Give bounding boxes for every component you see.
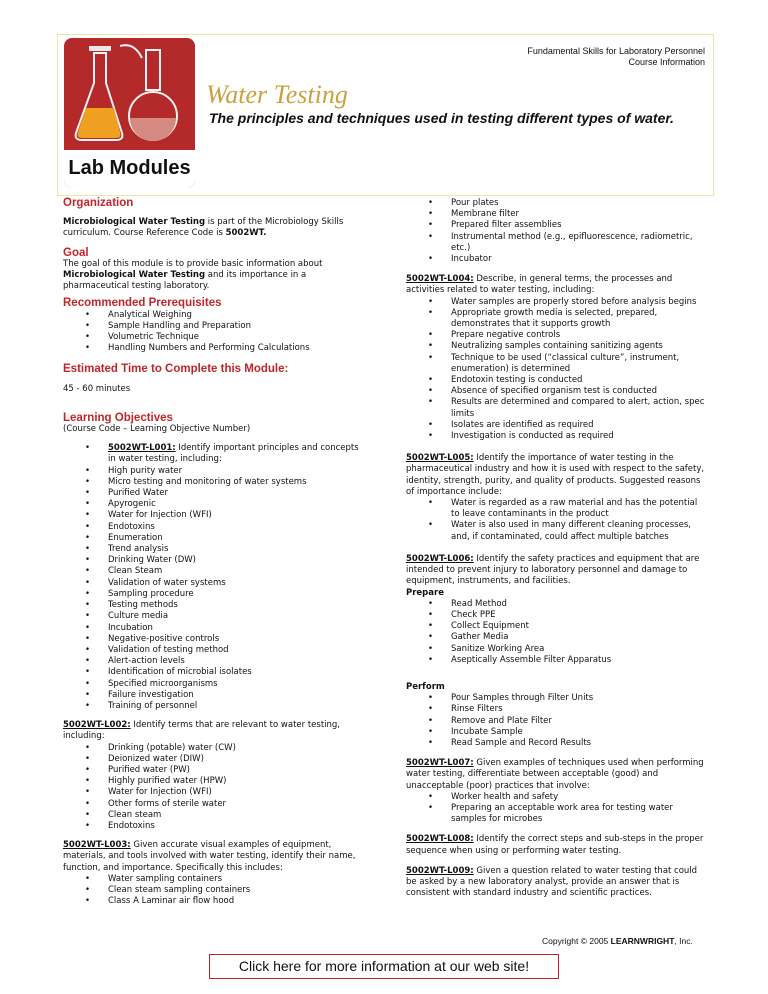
lo8-text: 5002WT-L008: Identify the correct steps and sub-steps in the proper sequence when using or performing water testing. xyxy=(406,834,704,856)
list-item: • Incubate Sample xyxy=(406,727,706,738)
page-title: Water Testing xyxy=(206,80,348,109)
lo5-list xyxy=(406,498,706,543)
list-item: • Water samples are properly stored before analysis begins xyxy=(406,297,706,308)
list-item: • Appropriate growth media is selected, prepared, demonstrates that it supports growth xyxy=(406,308,706,330)
list-item: • Absence of specified organism test is conducted xyxy=(406,386,706,397)
organization-heading: Organization xyxy=(63,197,134,209)
list-item: • 5002WT-L001: Identify important principles and concepts in water testing, including: xyxy=(63,443,363,465)
goal-text: The goal of this module is to provide basic information about Microbiological Water Testing and its importance in a pharmaceutical testing laboratory. xyxy=(63,258,323,292)
list-item: • Rinse Filters xyxy=(406,704,706,715)
list-item: • Highly purified water (HPW) xyxy=(63,776,363,787)
list-item: • Sampling procedure xyxy=(63,589,363,600)
list-item: • Sanitize Working Area xyxy=(406,644,706,655)
list-item: • Failure investigation xyxy=(63,690,363,701)
prereq-list xyxy=(63,310,363,355)
list-item: • Collect Equipment xyxy=(406,621,706,632)
list-item: • Incubation xyxy=(63,623,363,634)
lo-heading: Learning Objectives xyxy=(63,411,173,424)
course-line-2: Course Information xyxy=(628,57,705,67)
list-item: • Neutralizing samples containing sanitizing agents xyxy=(406,341,706,352)
perform-heading: Perform xyxy=(406,681,445,692)
list-item: • Class A Laminar air flow hood xyxy=(63,896,363,907)
prepare-list xyxy=(406,599,706,666)
page-subtitle: The principles and techniques used in testing different types of water. xyxy=(209,110,674,126)
lo3-continued-list xyxy=(406,198,706,265)
list-item: • Pour Samples through Filter Units xyxy=(406,693,706,704)
list-item: • Validation of testing method xyxy=(63,645,363,656)
list-item: • Trend analysis xyxy=(63,544,363,555)
list-item: • Drinking Water (DW) xyxy=(63,555,363,566)
list-item: • Check PPE xyxy=(406,610,706,621)
list-item: • Handling Numbers and Performing Calculations xyxy=(63,343,363,354)
list-item: • Incubator xyxy=(406,254,706,265)
right-column xyxy=(406,198,706,899)
list-item: • Purified water (PW) xyxy=(63,765,363,776)
lo4-list xyxy=(406,297,706,443)
list-item: • Water is also used in many different cleaning processes, and, if contaminated, could affect multiple batches xyxy=(406,520,706,542)
list-item: • Clean Steam xyxy=(63,566,363,577)
list-item: • Sample Handling and Preparation xyxy=(63,321,363,332)
list-item: • Volumetric Technique xyxy=(63,332,363,343)
list-item: • Prepare negative controls xyxy=(406,330,706,341)
list-item: • Training of personnel xyxy=(63,701,363,712)
list-item: • Clean steam xyxy=(63,810,363,821)
lo3-text: 5002WT-L003: Given accurate visual examples of equipment, materials, and tools involved with water testing, identify their name, function, and importance. Specifically this includes: xyxy=(63,840,356,873)
lo3-list xyxy=(63,874,363,908)
list-item: • Aseptically Assemble Filter Apparatus xyxy=(406,655,706,666)
lo9-text: 5002WT-L009: Given a question related to water testing that could be asked by a new laboratory analyst, provide an answer that is consistent with standard industry and scientific practices. xyxy=(406,865,698,899)
list-item: • Water sampling containers xyxy=(63,874,363,885)
list-item: • Endotoxin testing is conducted xyxy=(406,375,706,386)
course-line-1: Fundamental Skills for Laboratory Personnel xyxy=(527,46,705,56)
goal-heading: Goal xyxy=(63,246,89,259)
list-item: • Water for Injection (WFI) xyxy=(63,510,363,521)
logo-text: Lab Modules xyxy=(64,150,195,188)
list-item: • Deionized water (DIW) xyxy=(63,754,363,765)
lo7-list xyxy=(406,792,706,826)
list-item: • Isolates are identified as required xyxy=(406,420,706,431)
list-item: • Instrumental method (e.g., epifluorescence, radiometric, etc.) xyxy=(406,232,706,254)
list-item: • Remove and Plate Filter xyxy=(406,716,706,727)
lo7-text: 5002WT-L007: Given examples of techniques used when performing water testing, differentiate between acceptable (good) and unacceptable (poor) practices that involve: xyxy=(406,758,704,791)
lo4-text: 5002WT-L004: Describe, in general terms, the processes and activities related to water testing, including: xyxy=(406,274,673,296)
list-item: • Gather Media xyxy=(406,632,706,643)
list-item: • Endotoxins xyxy=(63,821,363,832)
list-item: • Water is regarded as a raw material and has the potential to leave contaminants in the product xyxy=(406,498,706,520)
list-item: • Read Method xyxy=(406,599,706,610)
perform-list xyxy=(406,693,706,749)
list-item: • Membrane filter xyxy=(406,209,706,220)
list-item: • Negative-positive controls xyxy=(63,634,363,645)
lo2-text: 5002WT-L002: Identify terms that are relevant to water testing, including: xyxy=(63,720,341,742)
flask-icon xyxy=(64,38,195,150)
list-item: • Culture media xyxy=(63,611,363,622)
list-item: • Micro testing and monitoring of water systems xyxy=(63,477,363,488)
list-item: • Identification of microbial isolates xyxy=(63,667,363,678)
lo-subheading: (Course Code – Learning Objective Number) xyxy=(63,424,251,435)
list-item: • Specified microorganisms xyxy=(63,679,363,690)
lo5-text: 5002WT-L005: Identify the importance of water testing in the pharmaceutical industry and how it is used with respect to the safety, identity, strength, purity, and quality of products. Suggested reasons of importance include: xyxy=(406,453,705,497)
list-item: • Enumeration xyxy=(63,533,363,544)
lo1-list xyxy=(63,443,363,712)
list-item: • Read Sample and Record Results xyxy=(406,738,706,749)
list-item: • Drinking (potable) water (CW) xyxy=(63,743,363,754)
lab-modules-logo xyxy=(64,38,195,188)
list-item: • Investigation is conducted as required xyxy=(406,431,706,442)
list-item: • Prepared filter assemblies xyxy=(406,220,706,231)
list-item: • Clean steam sampling containers xyxy=(63,885,363,896)
company-name: LEARNWRIGHT xyxy=(610,936,675,946)
course-info xyxy=(527,46,705,68)
list-item: • Preparing an acceptable work area for testing water samples for microbes xyxy=(406,803,706,825)
list-item: • High purity water xyxy=(63,466,363,477)
list-item: • Water for Injection (WFI) xyxy=(63,787,363,798)
list-item: • Alert-action levels xyxy=(63,656,363,667)
list-item: • Pour plates xyxy=(406,198,706,209)
list-item: • Technique to be used (“classical culture”, instrument, enumeration) is determined xyxy=(406,353,706,375)
list-item: • Results are determined and compared to alert, action, spec limits xyxy=(406,397,706,419)
organization-text: Microbiological Water Testing is part of the Microbiology Skills curriculum. Course Reference Code is 5002WT. xyxy=(63,217,344,239)
time-text: 45 - 60 minutes xyxy=(63,383,131,394)
list-item: • Worker health and safety xyxy=(406,792,706,803)
website-link-button[interactable]: Click here for more information at our web site! xyxy=(209,954,559,979)
copyright: Copyright © 2005 LEARNWRIGHT, Inc. xyxy=(542,936,693,946)
list-item: • Testing methods xyxy=(63,600,363,611)
list-item: • Apyrogenic xyxy=(63,499,363,510)
left-column xyxy=(63,198,363,907)
prepare-heading: Prepare xyxy=(406,587,444,598)
list-item: • Purified Water xyxy=(63,488,363,499)
lo6-text: 5002WT-L006: Identify the safety practices and equipment that are intended to prevent injury to laboratory personnel and damage to equipment, instruments, and facilities. xyxy=(406,553,700,587)
list-item: • Validation of water systems xyxy=(63,578,363,589)
prereq-heading: Recommended Prerequisites xyxy=(63,297,222,310)
time-heading: Estimated Time to Complete this Module: xyxy=(63,363,289,376)
lo2-list xyxy=(63,743,363,833)
list-item: • Other forms of sterile water xyxy=(63,799,363,810)
list-item: • Analytical Weighing xyxy=(63,310,363,321)
list-item: • Endotoxins xyxy=(63,522,363,533)
